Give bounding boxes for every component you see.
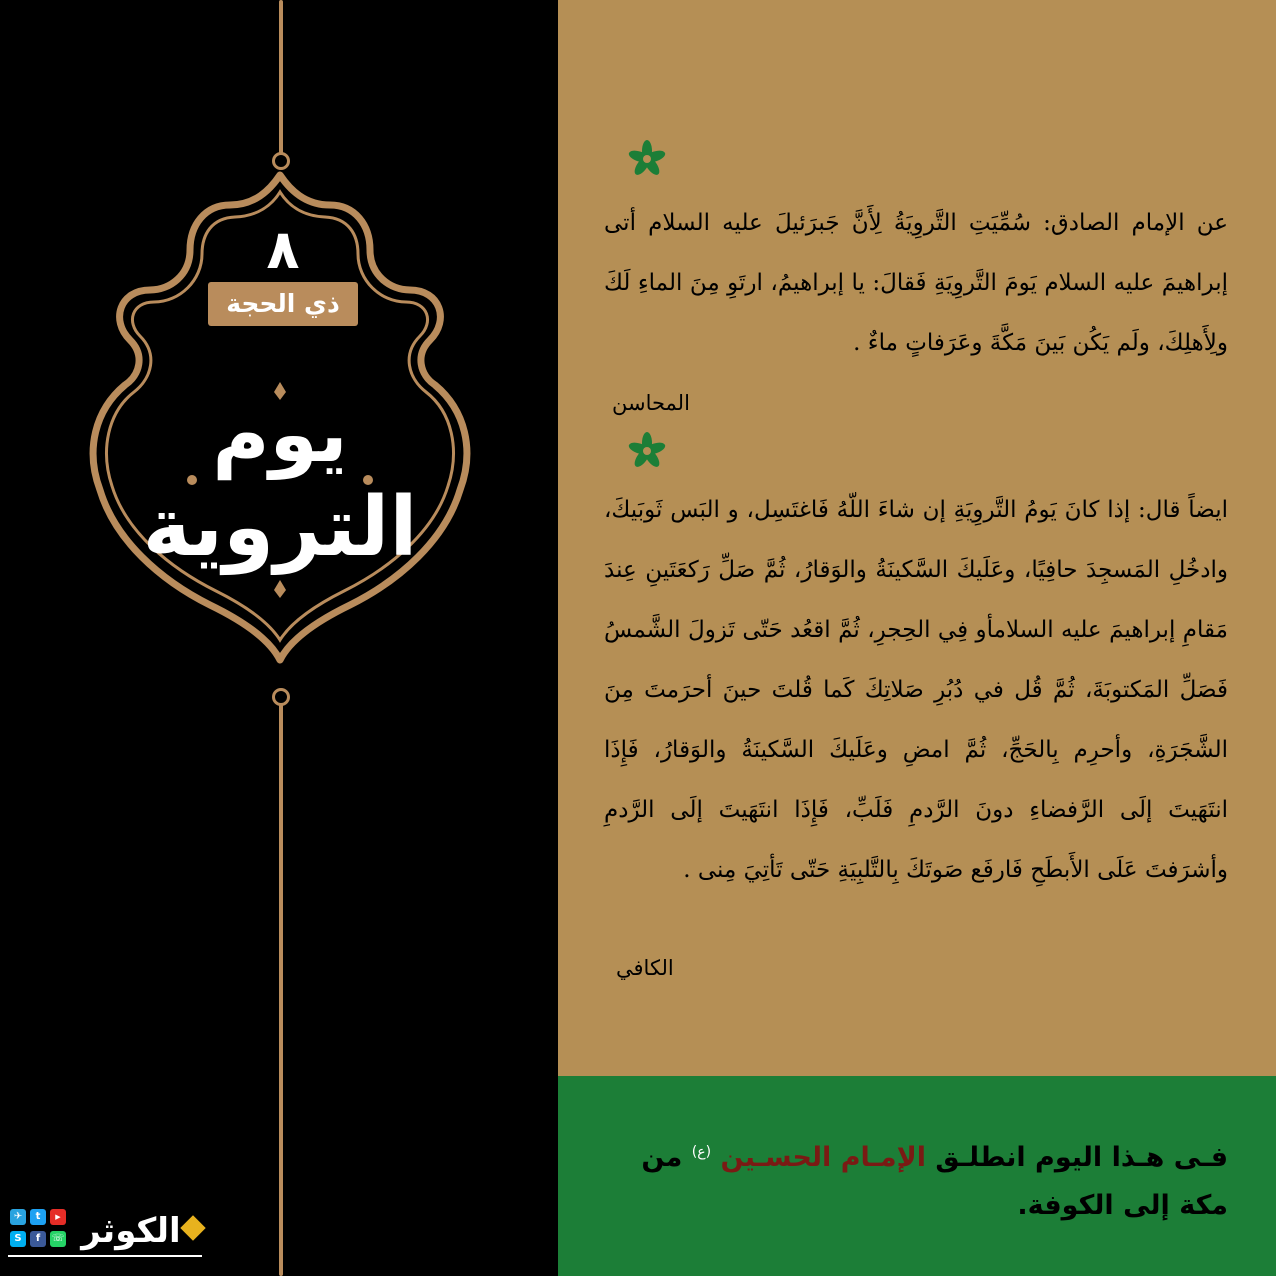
month-label: ذي الحجة — [208, 282, 358, 326]
note-honorific: (ع) — [691, 1144, 712, 1160]
twitter-icon: t — [30, 1209, 46, 1225]
left-panel — [0, 0, 558, 1276]
bottom-ornament-line — [279, 695, 283, 1276]
badge-title-line1: يوم — [212, 390, 348, 480]
bottom-note — [598, 1128, 1228, 1230]
flower-icon — [628, 432, 666, 470]
brand-name: الكوثر — [81, 1211, 181, 1251]
note-highlight: الإمـام الحسـين — [720, 1142, 926, 1173]
bottom-ornament-dot — [272, 688, 290, 706]
skype-icon: S — [10, 1231, 26, 1247]
channel-logo[interactable] — [8, 1205, 202, 1257]
note-before: فـى هـذا اليوم انطلـق — [935, 1142, 1228, 1173]
social-icons — [8, 1205, 74, 1257]
narration-2-source: الكافي — [616, 956, 674, 980]
youtube-icon: ▶ — [50, 1209, 66, 1225]
logo-underline — [8, 1255, 202, 1257]
note-after: من مكة إلى الكوفة. — [641, 1142, 1228, 1221]
narration-1-text: عن الإمام الصادق: سُمِّيَتِ التَّروِيَةُ لِأَنَّ جَبرَئيلَ عليه السلام أتى إبراهيمَ عليه السلام يَومَ التَّروِيَةِ فَقالَ: يا إبراهيمُ، ارتَوِ مِنَ الماءِ لَكَ ولِأَهلِكَ، ولَم يَكُن بَينَ مَكَّةَ وعَرَفاتٍ ماءٌ . — [604, 210, 1228, 356]
top-ornament-line — [279, 0, 283, 158]
flower-icon — [628, 140, 666, 178]
badge-title-line2: التروية — [142, 480, 418, 575]
narration-1-source: المحاسن — [612, 391, 690, 415]
whatsapp-icon: ☏ — [50, 1231, 66, 1247]
badge-title — [110, 390, 450, 576]
telegram-icon: ✈ — [10, 1209, 26, 1225]
facebook-icon: f — [30, 1231, 46, 1247]
narration-2-text: ايضاً قال: إذا كانَ يَومُ التَّروِيَةِ إن شاءَ اللّهُ فَاغتَسِل، و البَس ثَوبَيكَ، وادخُلِ المَسجِدَ حافِيًا، وعَلَيكَ السَّكينَةُ والوَقارُ، ثُمَّ صَلِّ رَكعَتَينِ عِندَ مَقامِ إبراهيمَ عليه السلامأو فِي الحِجرِ، ثُمَّ اقعُد حَتّى تَزولَ الشَّمسُ فَصَلِّ المَكتوبَةَ، ثُمَّ قُل في دُبُرِ صَلاتِكَ كَما قُلتَ حينَ أحرَمتَ مِنَ الشَّجَرَةِ، وأحرِم بِالحَجِّ، ثُمَّ امضِ وعَلَيكَ السَّكينَةُ والوَقارُ، فَإِذَا انتَهَيتَ إلَى الرَّفضاءِ دونَ الرَّدمِ فَلَبِّ، فَإِذَا انتَهَيتَ إلَى الرَّدمِ وأشرَفتَ عَلَى الأَبطَحِ فَارفَع صَوتَكَ بِالتَّلبِيَةِ حَتّى تَأتِيَ مِنى . — [604, 497, 1228, 883]
day-number: ٨ — [266, 218, 300, 281]
